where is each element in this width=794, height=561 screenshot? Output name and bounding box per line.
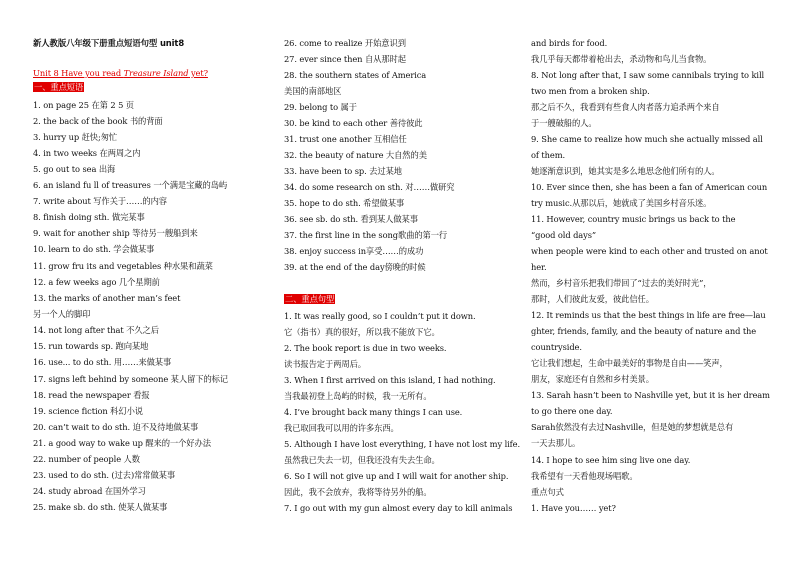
list-item: 于一艘破船的人。 [531, 118, 597, 128]
list-item: 4. I’ve brought back many things I can use. [284, 407, 463, 417]
list-item: 18. read the newspaper 看报 [33, 390, 150, 400]
list-item: 那时，人们彼此友爱，彼此信任。 [531, 294, 654, 304]
list-item: 28. the southern states of America [284, 70, 427, 80]
list-item: 1. It was really good, so I couldn’t put it down. [284, 311, 476, 321]
list-item: 25. make sb. do sth. 使某人做某事 [33, 502, 168, 512]
list-item: 15. run towards sp. 跑向某地 [33, 341, 149, 351]
list-item: 16. use... to do sth. 用……来做某事 [33, 357, 172, 367]
list-item: Sarah依然没有去过Nashville，但是她的梦想就是总有 [531, 422, 734, 432]
list-item: 5. go out to sea 出海 [33, 164, 116, 174]
list-item: 美国的南部地区 [284, 86, 342, 96]
list-item: 10. learn to do sth. 学会做某事 [33, 244, 155, 254]
list-item: 6. an island fu ll of treasures 一个满是宝藏的岛屿 [33, 180, 228, 190]
list-item: 2. The book report is due in two weeks. [284, 343, 447, 353]
list-item: 7. I go out with my gun almost every day to kill animals [284, 503, 513, 513]
list-item: 我几乎每天都带着枪出去，杀动物和鸟儿当食物。 [531, 54, 712, 64]
list-item: 11. However, country music brings us back to the [531, 214, 736, 224]
unit-heading [33, 68, 208, 79]
list-item: 27. ever since then 自从那时起 [284, 54, 406, 64]
list-item: two men from a broken ship. [531, 86, 650, 96]
sub-heading: 重点句式 [531, 487, 564, 497]
list-item: 朋友，家庭还有自然和乡村美景。 [531, 374, 654, 384]
list-item: 另一个人的脚印 [33, 309, 91, 319]
list-item: to go there one day. [531, 406, 613, 416]
list-item: 9. wait for another ship 等待另一艘船到来 [33, 228, 198, 238]
list-item: 12. a few weeks ago 几个星期前 [33, 277, 160, 287]
list-item: 24. study abroad 在国外学习 [33, 486, 146, 496]
list-item: 26. come to realize 开始意识到 [284, 38, 406, 48]
list-item: 19. science fiction 科幻小说 [33, 406, 143, 416]
list-item: 21. a good way to wake up 醒来的一个好办法 [33, 438, 211, 448]
list-item: 8. finish doing sth. 做完某事 [33, 212, 145, 222]
section-heading-phrases [33, 82, 84, 93]
list-item: 1. on page 25 在第 2 5 页 [33, 100, 135, 110]
list-item: 33. have been to sp. 去过某地 [284, 166, 402, 176]
section-heading-sentences [284, 294, 335, 305]
list-item: try music.从那以后，她就成了美国乡村音乐迷。 [531, 198, 712, 208]
list-item: 12. It reminds us that the best things in life are free—lau [531, 310, 766, 320]
list-item: 2. the back of the book 书的背面 [33, 116, 163, 126]
list-item: when people were kind to each other and trusted on anot [531, 246, 768, 256]
list-item: 她逐渐意识到，她其实是多么地思念他们所有的人。 [531, 166, 720, 176]
list-item: 它让我们想起，生命中最美好的事物是自由——笑声， [531, 358, 728, 368]
list-item: 我希望有一天看他现场唱歌。 [531, 471, 638, 481]
list-item: 23. used to do sth. (过去)常常做某事 [33, 470, 176, 480]
list-item: 3. When I first arrived on this island, I had nothing. [284, 375, 496, 385]
list-item: 7. write about 写作关于……的内容 [33, 196, 167, 206]
list-item: 读书报告定于两周后。 [284, 359, 366, 369]
section-heading-sentences-text: 二、重点句型 [285, 294, 335, 304]
list-item: 22. number of people 人数 [33, 454, 140, 464]
list-item: her. [531, 262, 547, 272]
list-item: 34. do some research on sth. 对……做研究 [284, 182, 455, 192]
list-item: 36. see sb. do sth. 看到某人做某事 [284, 214, 418, 224]
list-item: 37. the first line in the song歌曲的第一行 [284, 230, 448, 240]
list-item: 32. the beauty of nature 大自然的美 [284, 150, 427, 160]
list-item: 35. hope to do sth. 希望做某事 [284, 198, 405, 208]
list-item: of them. [531, 150, 565, 160]
list-item: 它（指书）真的很好，所以我不能放下它。 [284, 327, 440, 337]
list-item: 31. trust one another 互相信任 [284, 134, 407, 144]
list-item: 20. can’t wait to do sth. 迫不及待地做某事 [33, 422, 199, 432]
list-item: 1. Have you…… yet? [531, 503, 616, 513]
list-item: 4. in two weeks 在两周之内 [33, 148, 141, 158]
list-item: 14. not long after that 不久之后 [33, 325, 159, 335]
list-item: 虽然我已失去一切，但我还没有失去生命。 [284, 455, 440, 465]
list-item: 8. Not long after that, I saw some cannibals trying to kill [531, 70, 765, 80]
list-item: 38. enjoy success in享受……的成功 [284, 246, 424, 256]
list-item: 13. the marks of another man’s feet [33, 293, 181, 303]
list-item: “good old days” [531, 230, 597, 240]
list-item: 当我最初登上岛屿的时候，我一无所有。 [284, 391, 432, 401]
list-item: 3. hurry up 赶快;匆忙 [33, 132, 118, 142]
list-item: 17. signs left behind by someone 某人留下的标记 [33, 374, 229, 384]
unit-heading-prefix: Unit 8 Have you read [33, 68, 124, 78]
list-item: countryside. [531, 342, 582, 352]
list-item: 10. Ever since then, she has been a fan of American coun [531, 182, 768, 192]
list-item: 一天去那儿。 [531, 438, 581, 448]
list-item: 30. be kind to each other 善待彼此 [284, 118, 423, 128]
list-item: 因此，我不会放弃，我将等待另外的船。 [284, 487, 432, 497]
list-item: 14. I hope to see him sing live one day. [531, 455, 691, 465]
list-item: 那之后不久，我看到有些食人肉者落力追杀两个来自 [531, 102, 720, 112]
list-item: 我已取回我可以用的许多东西。 [284, 423, 399, 433]
unit-heading-book: Treasure Island [123, 68, 189, 78]
list-item: 29. belong to 属于 [284, 102, 357, 112]
list-item: and birds for food. [531, 38, 608, 48]
list-item: 13. Sarah hasn’t been to Nashville yet, but it is her dream [531, 390, 770, 400]
section-heading-phrases-text: 一、重点短语 [34, 82, 84, 92]
list-item: 39. at the end of the day傍晚的时候 [284, 262, 426, 272]
unit-heading-suffix: yet? [188, 68, 208, 78]
list-item: 5. Although I have lost everything, I have not lost my life. [284, 439, 520, 449]
list-item: 11. grow fru its and vegetables 种水果和蔬菜 [33, 261, 213, 271]
list-item: 9. She came to realize how much she actually missed all [531, 134, 763, 144]
document-title: 新人教版八年级下册重点短语句型 unit8 [33, 38, 185, 48]
list-item: 6. So I will not give up and I will wait for another ship. [284, 471, 509, 481]
list-item: 然而，乡村音乐把我们带回了“过去的美好时光”， [531, 278, 712, 288]
list-item: ghter, friends, family, and the beauty of nature and the [531, 326, 757, 336]
